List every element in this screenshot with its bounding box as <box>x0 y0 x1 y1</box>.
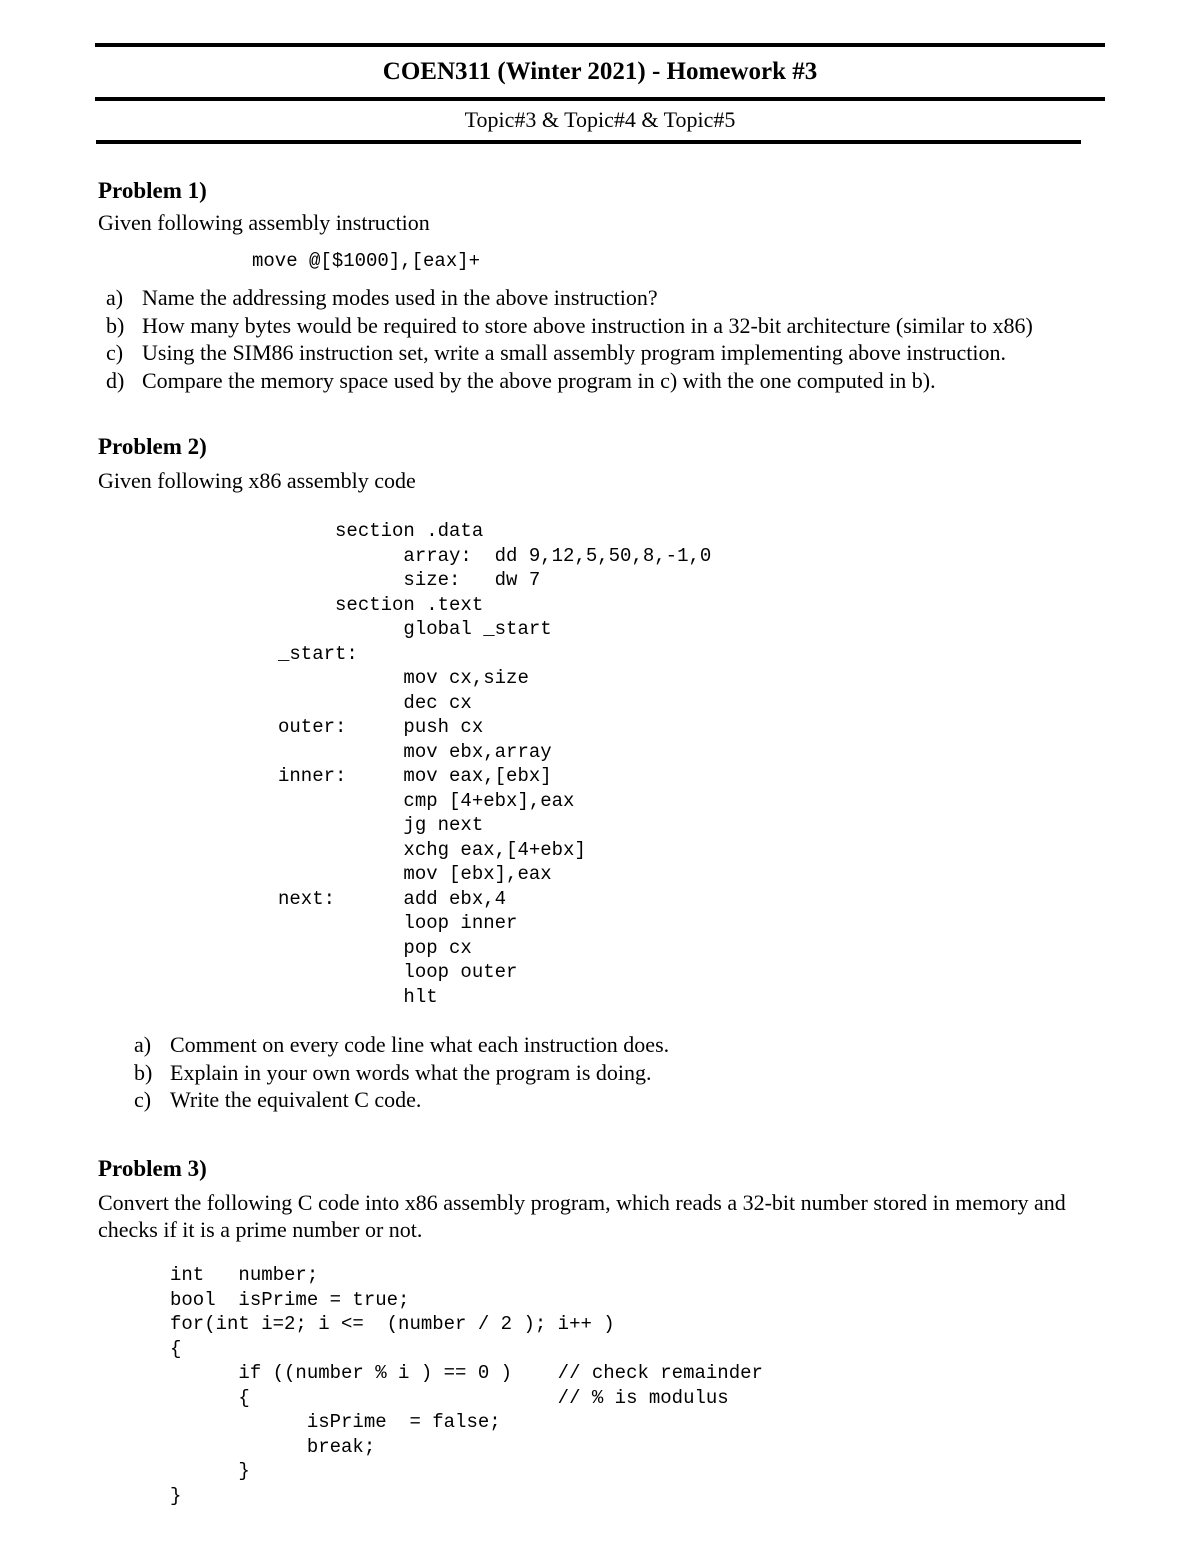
problem-3-intro: Convert the following C code into x86 assembly program, which reads a 32-bit number stored in memory and checks if it is a prime number or not. <box>98 1190 1066 1242</box>
list-item <box>134 1059 669 1087</box>
list-item-text: Name the addressing modes used in the above instruction? <box>142 285 658 310</box>
list-item-label: a) <box>106 285 124 310</box>
problem-2-intro: Given following x86 assembly code <box>98 468 416 493</box>
problem-2-heading: Problem 2) <box>98 434 207 459</box>
list-item-text: How many bytes would be required to store above instruction in a 32-bit architecture (similar to x86) <box>142 312 1033 338</box>
list-item-text: Compare the memory space used by the above program in c) with the one computed in b). <box>142 367 936 393</box>
list-item <box>106 284 1033 312</box>
problem-2-questions <box>134 1031 669 1114</box>
list-item-label: b) <box>134 1059 153 1085</box>
list-item-text: Explain in your own words what the program is doing. <box>170 1059 652 1085</box>
list-item-text: Comment on every code line what each instruction does. <box>170 1032 670 1057</box>
list-item-text: Using the SIM86 instruction set, write a small assembly program implementing above instruction. <box>142 340 1006 365</box>
list-item-label: a) <box>134 1032 152 1057</box>
list-item-label: c) <box>134 1087 152 1112</box>
list-item <box>134 1086 669 1114</box>
header-middle-rule <box>95 97 1105 101</box>
list-item-text: Write the equivalent C code. <box>170 1087 422 1112</box>
list-item-label: b) <box>106 312 125 338</box>
problem-3-heading: Problem 3) <box>98 1156 207 1181</box>
list-item <box>106 312 1033 340</box>
list-item <box>134 1031 669 1059</box>
page-subtitle: Topic#3 & Topic#4 & Topic#5 <box>464 107 736 132</box>
problem-2-code: section .data array: dd 9,12,5,50,8,-1,0 size: dw 7 section .text global _start _start: mov cx,size dec cx outer: push cx mov ebx,array inner: mov eax,[ebx] cmp [4+ebx],eax jg next xchg eax,[4+ebx] mov [ebx],eax next: add ebx,4 loop inner pop cx loop outer hlt <box>278 520 712 1008</box>
header-top-rule <box>95 43 1105 47</box>
problem-1-questions <box>106 284 1033 394</box>
header-bottom-rule <box>96 140 1081 144</box>
problem-1-heading: Problem 1) <box>98 178 207 203</box>
list-item-label: c) <box>106 340 124 365</box>
problem-3-code: int number; bool isPrime = true; for(int i=2; i <= (number / 2 ); i++ ) { if ((number % i ) == 0 ) // check remainder { // % is modulus isPrime = false; break; } } <box>170 1264 763 1507</box>
problem-1-instruction: move @[$1000],[eax]+ <box>252 250 481 272</box>
list-item <box>106 339 1033 367</box>
list-item <box>106 367 1033 395</box>
page-title: COEN311 (Winter 2021) - Homework #3 <box>382 58 818 85</box>
problem-1-intro: Given following assembly instruction <box>98 210 430 235</box>
list-item-label: d) <box>106 367 125 393</box>
